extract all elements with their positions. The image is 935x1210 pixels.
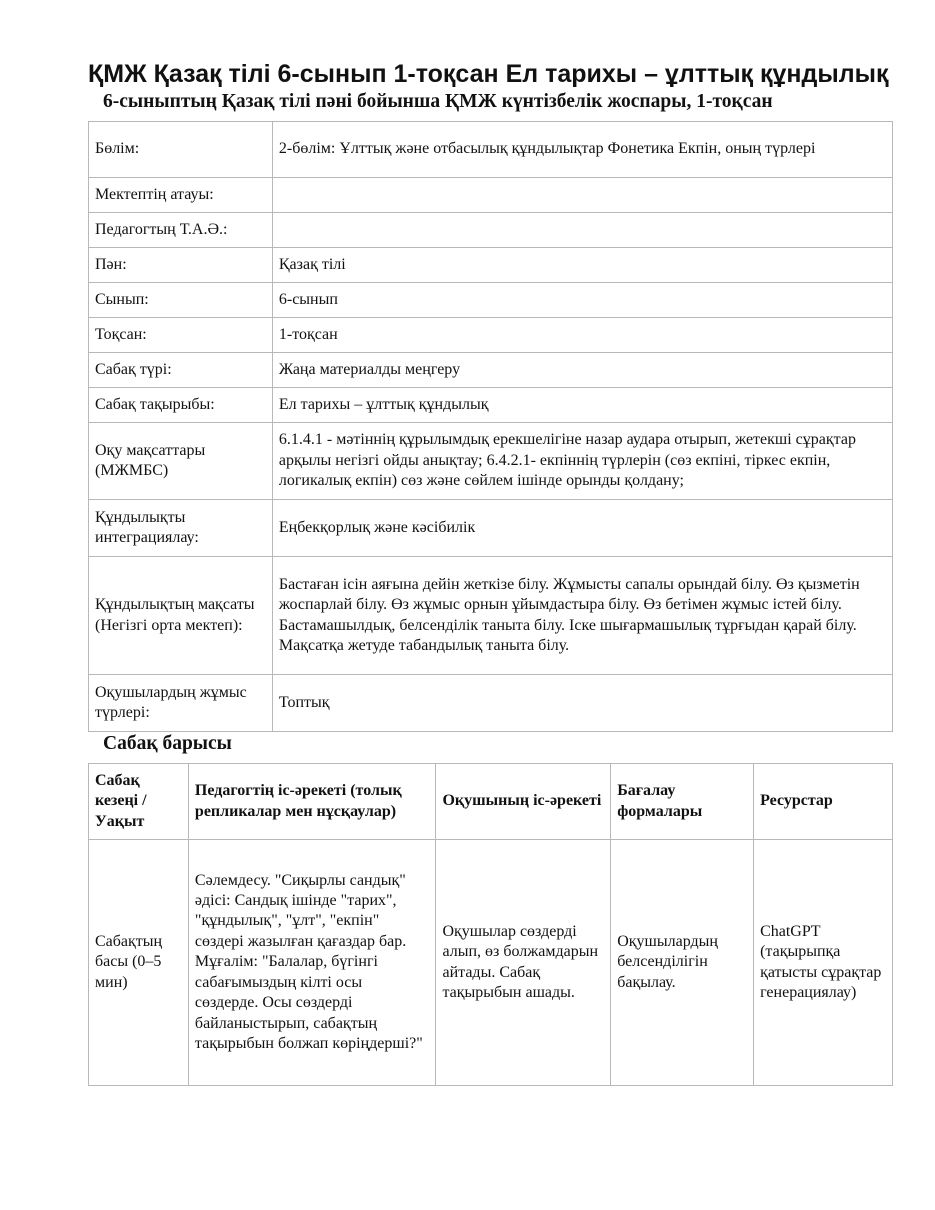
info-key: Педагогтың Т.А.Ә.: [89, 213, 273, 248]
info-row [89, 353, 893, 388]
cell-assessment: Оқушылардың белсенділігін бақылау. [611, 840, 754, 1086]
info-key: Тоқсан: [89, 318, 273, 353]
info-row [89, 675, 893, 732]
flow-heading: Сабақ барысы [103, 733, 232, 754]
info-value: Топтық [272, 675, 892, 732]
document-page [88, 0, 893, 1086]
flow-header-row [89, 764, 893, 840]
column-header-student-activity: Оқушының іс-әрекеті [436, 764, 611, 840]
info-value: 1-тоқсан [272, 318, 892, 353]
info-value: Жаңа материалды меңгеру [272, 353, 892, 388]
info-row [89, 388, 893, 423]
table-row [89, 840, 893, 1086]
info-value: Ел тарихы – ұлттық құндылық [272, 388, 892, 423]
info-key: Пән: [89, 248, 273, 283]
info-row [89, 213, 893, 248]
info-key: Оқу мақсаттары (МЖМБС) [89, 423, 273, 500]
lesson-info-table [88, 121, 893, 732]
info-row [89, 557, 893, 675]
plan-heading: 6-сыныптың Қазақ тілі пәні бойынша ҚМЖ күнтізбелік жоспары, 1-тоқсан [103, 91, 773, 112]
info-row [89, 318, 893, 353]
info-key: Оқушылардың жұмыс түрлері: [89, 675, 273, 732]
column-header-teacher-activity: Педагогтің іс-әрекеті (толық репликалар мен нұсқаулар) [188, 764, 436, 840]
lesson-flow-table [88, 763, 893, 1086]
info-key: Мектептің атауы: [89, 178, 273, 213]
info-value: 2-бөлім: Ұлттық және отбасылық құндылықтар Фонетика Екпін, оның түрлері [272, 122, 892, 178]
cell-stage: Сабақтың басы (0–5 мин) [89, 840, 189, 1086]
info-row [89, 178, 893, 213]
info-value: Еңбекқорлық және кәсібилік [272, 500, 892, 557]
document-title: ҚМЖ Қазақ тілі 6-сынып 1-тоқсан Ел тарихы – ұлттық құндылық [88, 60, 889, 88]
info-key: Сабақ тақырыбы: [89, 388, 273, 423]
info-value [272, 213, 892, 248]
column-header-assessment: Бағалау формалары [611, 764, 754, 840]
info-row [89, 500, 893, 557]
info-row [89, 248, 893, 283]
column-header-resources: Ресурстар [754, 764, 893, 840]
info-value: Қазақ тілі [272, 248, 892, 283]
info-key: Бөлім: [89, 122, 273, 178]
info-key: Сынып: [89, 283, 273, 318]
info-row [89, 423, 893, 500]
info-key: Құндылықтың мақсаты (Негізгі орта мектеп): [89, 557, 273, 675]
info-value [272, 178, 892, 213]
cell-student-activity: Оқушылар сөздерді алып, өз болжамдарын айтады. Сабақ тақырыбын ашады. [436, 840, 611, 1086]
info-key: Сабақ түрі: [89, 353, 273, 388]
info-row [89, 283, 893, 318]
info-key: Құндылықты интеграциялау: [89, 500, 273, 557]
cell-resources: ChatGPT (тақырыпқа қатысты сұрақтар генерациялау) [754, 840, 893, 1086]
info-value: Бастаған ісін аяғына дейін жеткізе білу. Жұмысты сапалы орындай білу. Өз қызметін жоспарлай білу. Өз жұмыс орнын ұйымдастыра білу. Өз бетімен жұмыс істей білу. Бастамашылдық, белсенділік таныта білу. Іске шығармашылық тұрғыдан қарай білу. Мақсатқа жетуде табандылық таныта білу. [272, 557, 892, 675]
info-value: 6-сынып [272, 283, 892, 318]
cell-teacher-activity: Сәлемдесу. "Сиқырлы сандық" әдісі: Сандық ішінде "тарих", "құндылық", "ұлт", "екпін" сөздері жазылған қағаздар бар. Мұғалім: "Балалар, бүгінгі сабағымыздың кілті осы сөздерде. Осы сөздерді байланыстырып, сабақтың тақырыбын болжап көріңдерші?" [188, 840, 436, 1086]
column-header-stage: Сабақ кезеңі / Уақыт [89, 764, 189, 840]
info-value: 6.1.4.1 - мәтіннің құрылымдық ерекшелігіне назар аудара отырып, жетекші сұрақтар арқылы негізгі ойды анықтау; 6.4.2.1- екпіннің түрлерін (сөз екпіні, тіркес екпін, логикалық екпін) сөз және сөйлем ішінде орынды қолдану; [272, 423, 892, 500]
info-row [89, 122, 893, 178]
